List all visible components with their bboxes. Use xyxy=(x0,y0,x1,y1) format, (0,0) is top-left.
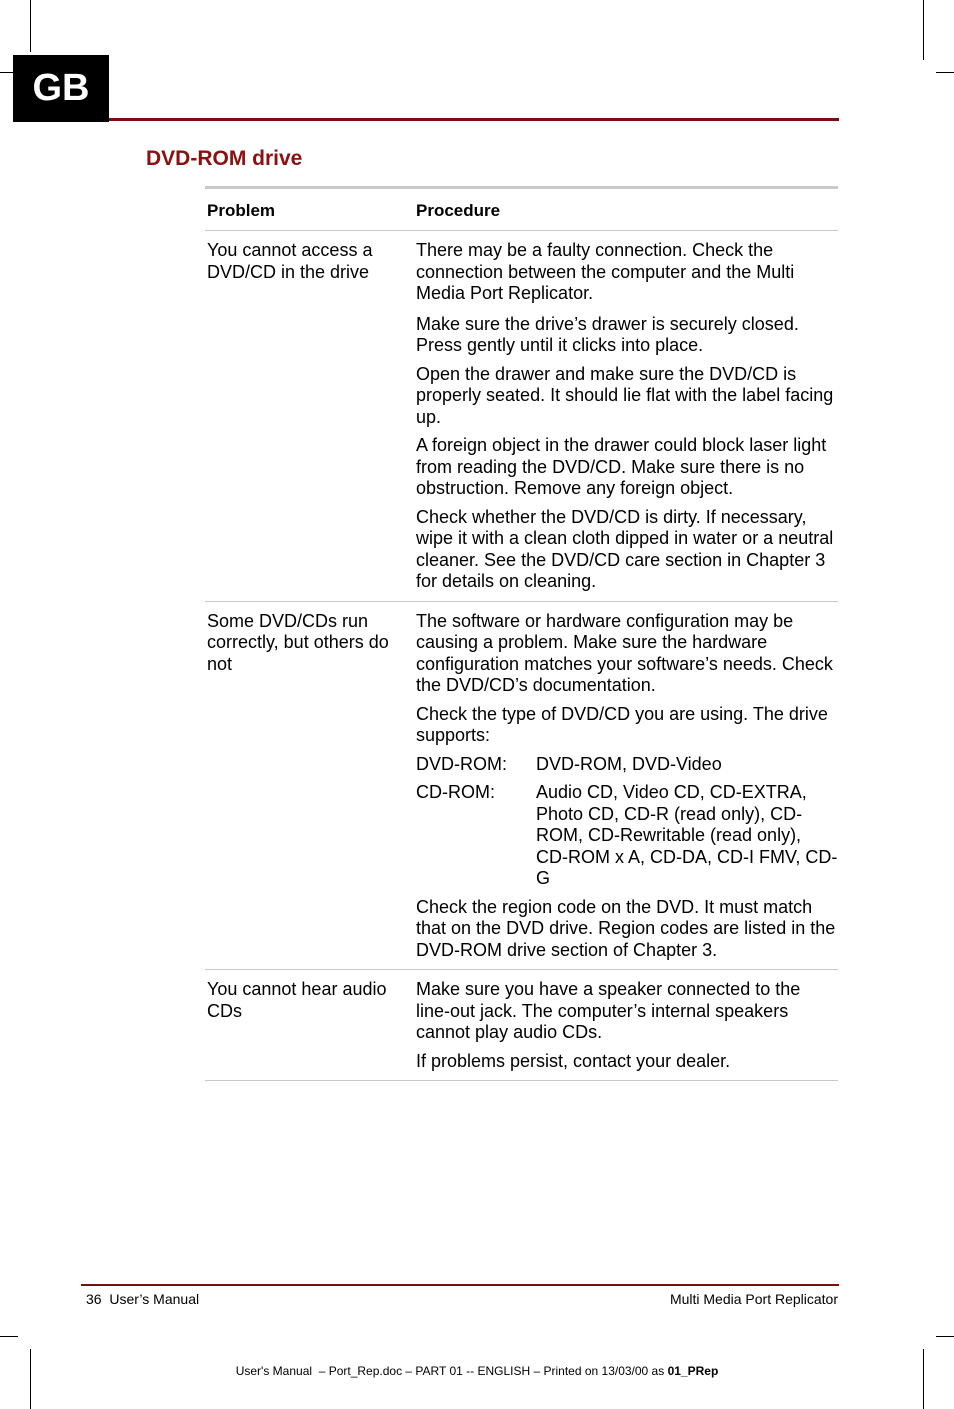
procedure-paragraph: If problems persist, contact your dealer. xyxy=(416,1050,731,1071)
print-info xyxy=(0,1364,954,1378)
header-rule xyxy=(109,118,839,121)
column-header-problem: Problem xyxy=(207,201,276,220)
procedure-paragraph: There may be a faulty connection. Check the connection between the computer and the Multi Media Port Replicator. xyxy=(416,240,795,303)
supported-media-item xyxy=(416,782,838,890)
procedure-paragraph: The software or hardware configuration may be causing a problem. Make sure the hardware configuration matches your software’s needs. Check the DVD/CD’s documentation. xyxy=(416,610,833,695)
procedure-paragraph: Check the type of DVD/CD you are using. The drive supports: xyxy=(416,703,828,745)
crop-mark xyxy=(0,1336,18,1337)
problem-cell: You cannot hear audio CDs xyxy=(207,979,387,1021)
crop-mark xyxy=(923,1349,924,1409)
table-row xyxy=(205,602,838,970)
procedure-paragraph: Check the region code on the DVD. It must match that on the DVD drive. Region codes are listed in the DVD-ROM drive section of Chapter 3. xyxy=(416,896,836,960)
table-row xyxy=(205,970,838,1080)
crop-mark xyxy=(30,1349,31,1409)
media-formats: Audio CD, Video CD, CD-EXTRA, Photo CD, CD-R (read only), CD-ROM, CD-Rewritable (read only), CD-ROM x A, CD-DA, CD-I FMV, CD-G xyxy=(536,782,838,888)
procedure-paragraph: Make sure the drive’s drawer is securely closed. Press gently until it clicks into place. xyxy=(416,313,799,355)
procedure-cell xyxy=(416,240,838,593)
section-title: DVD-ROM drive xyxy=(146,147,303,170)
supported-media-item xyxy=(416,754,838,776)
procedure-cell xyxy=(416,979,838,1072)
print-info-code: 01_PRep xyxy=(667,1364,719,1378)
procedure-cell xyxy=(416,611,838,962)
crop-mark xyxy=(936,1336,954,1337)
table-row xyxy=(205,231,838,601)
problem-cell: You cannot access a DVD/CD in the drive xyxy=(207,240,373,282)
crop-mark xyxy=(936,72,954,73)
media-formats: DVD-ROM, DVD-Video xyxy=(536,753,722,774)
troubleshooting-table xyxy=(205,186,838,1081)
column-header-procedure: Procedure xyxy=(416,201,501,220)
language-tab: GB xyxy=(13,55,109,122)
print-info-text: User's Manual – Port_Rep.doc – PART 01 -- ENGLISH – Printed on 13/03/00 as xyxy=(235,1364,668,1378)
procedure-paragraph: Check whether the DVD/CD is dirty. If necessary, wipe it with a clean cloth dipped in water or a neutral cleaner. See the DVD/CD care section in Chapter 3 for details on cleaning. xyxy=(416,506,834,591)
problem-cell: Some DVD/CDs run correctly, but others do not xyxy=(207,610,389,674)
footer-rule xyxy=(81,1284,839,1286)
procedure-paragraph: A foreign object in the drawer could block laser light from reading the DVD/CD. Make sure there is no obstruction. Remove any foreign object. xyxy=(416,435,827,498)
procedure-paragraph: Make sure you have a speaker connected to the line-out jack. The computer’s internal speakers cannot play audio CDs. xyxy=(416,979,801,1042)
table-header-row xyxy=(205,189,838,230)
table-bottom-rule xyxy=(205,1080,838,1081)
footer-document-title: Multi Media Port Replicator xyxy=(669,1291,838,1307)
media-type-label: DVD-ROM: xyxy=(416,753,507,774)
crop-mark xyxy=(30,0,31,52)
footer-page-label: 36 User’s Manual xyxy=(86,1291,200,1307)
procedure-paragraph: Open the drawer and make sure the DVD/CD is properly seated. It should lie flat with the label facing up. xyxy=(416,363,834,427)
media-type-label: CD-ROM: xyxy=(416,782,495,802)
crop-mark xyxy=(923,0,924,60)
